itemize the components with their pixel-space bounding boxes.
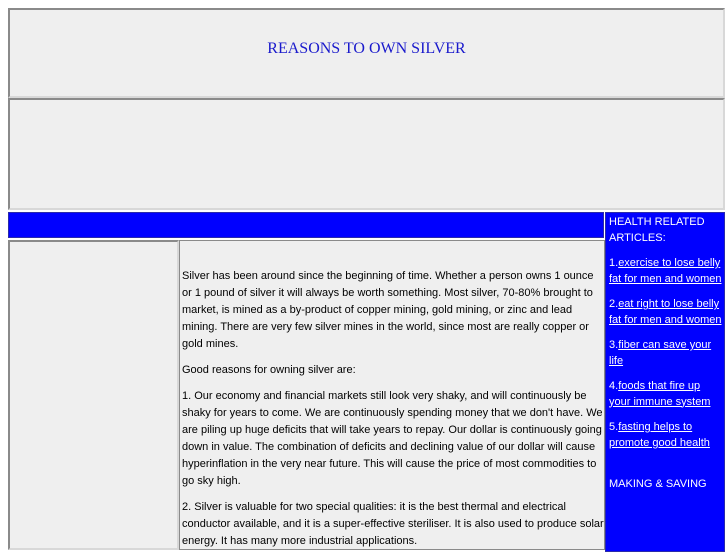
sidebar-link-fiber[interactable]: fiber can save your life [609, 339, 712, 367]
sidebar-item [609, 256, 724, 287]
article-content [179, 240, 605, 550]
article-paragraph: 2. Silver is valuable for two special qualities: it is the best thermal and electrical conductor available, and it is a super-effective steriliser. It is also used to produce solar energy. It has many more industrial applications. [182, 501, 604, 547]
sidebar-section-heading: MAKING & SAVING [609, 478, 707, 490]
article-paragraph: Silver has been around since the beginning of time. Whether a person owns 1 ounce or 1 pound of silver it will always be worth something. Most silver, 70-80% brought to market, is mined as a by-product of copper mining, gold mining, or zinc and lead mining. There are very few silver mines in the world, since most are really copper or gold mines. [182, 270, 594, 350]
page-header [8, 8, 725, 98]
sidebar-item [609, 420, 724, 451]
sidebar-item [609, 338, 724, 369]
sidebar-item-number: 1. [609, 257, 619, 269]
health-articles-sidebar [605, 212, 725, 552]
sidebar-item-number: 3. [609, 339, 619, 351]
sidebar-item-number: 5. [609, 421, 619, 433]
page-title: REASONS TO OWN SILVER [267, 40, 466, 57]
sidebar-link-belly-fat-eating[interactable]: eat right to lose belly fat for men and women [609, 298, 722, 326]
sidebar-item-number: 2. [609, 298, 619, 310]
banner-area [8, 98, 725, 210]
blue-navigation-bar [8, 212, 604, 238]
sidebar-item [609, 379, 724, 410]
left-column [8, 240, 179, 550]
sidebar-link-belly-fat-exercise[interactable]: exercise to lose belly fat for men and women [609, 257, 722, 285]
sidebar-item [609, 297, 724, 328]
sidebar-link-immune-foods[interactable]: foods that fire up your immune system [609, 380, 711, 408]
article-paragraph: 1. Our economy and financial markets still look very shaky, and will continuously be shaky for years to come. We are continuously spending money that we don't have. We are piling up huge deficits that will take years to repay. Our dollar is continuously going down in value. The combination of deficits and declining value of our dollar will cause hyperinflation in the very near future. This will cause the price of most commodities to go sky high. [182, 390, 603, 487]
sidebar-item-number: 4. [609, 380, 619, 392]
article-paragraph: Good reasons for owning silver are: [182, 364, 356, 376]
sidebar-link-fasting[interactable]: fasting helps to promote good health [609, 421, 710, 449]
sidebar-heading: HEALTH RELATED ARTICLES: [609, 216, 705, 244]
